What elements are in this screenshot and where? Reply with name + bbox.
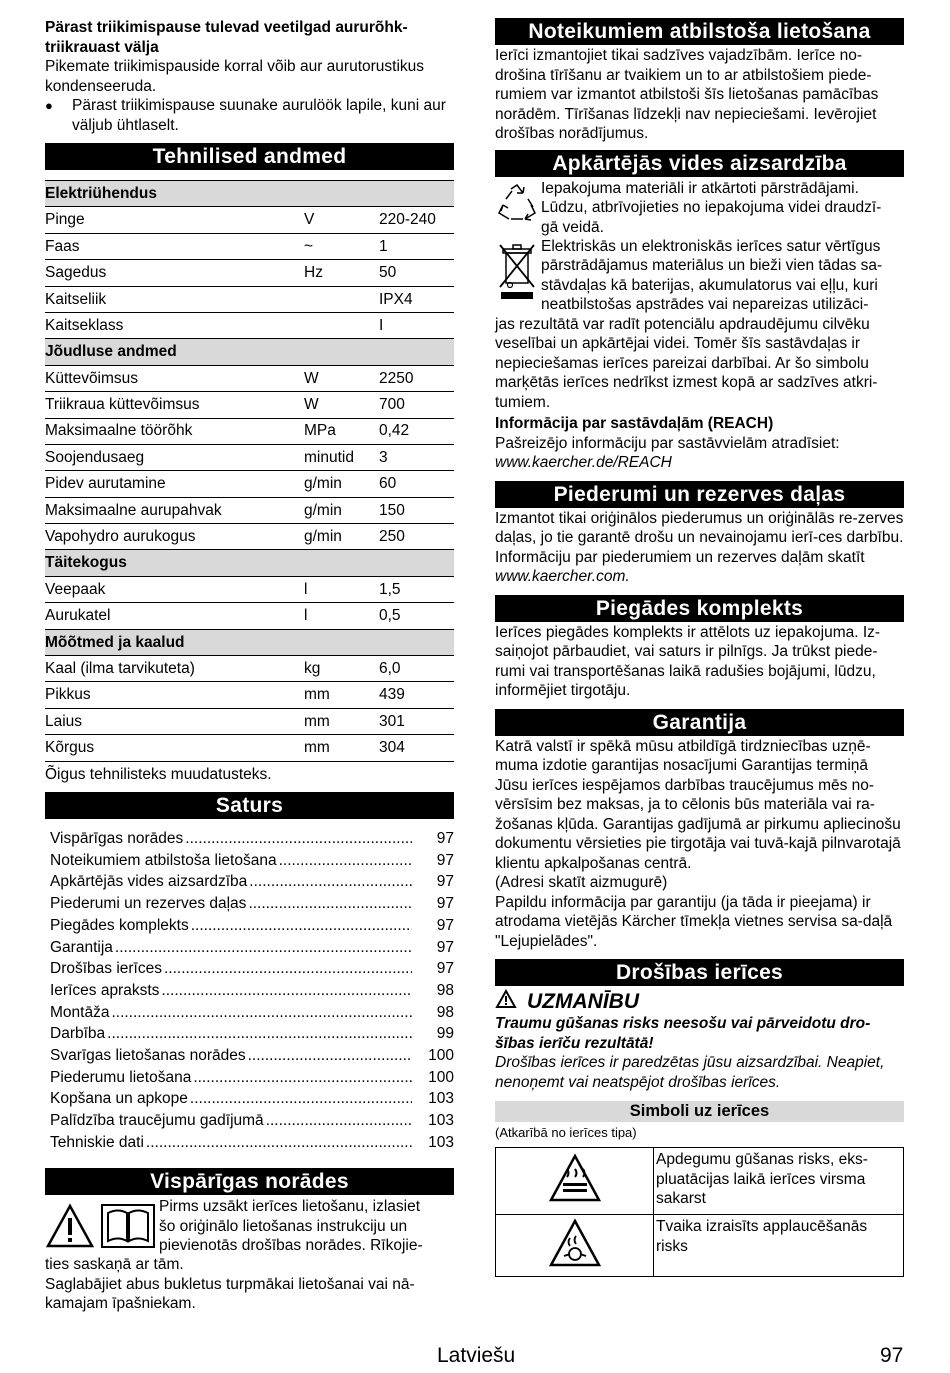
env-weee-rest: jas rezultātā var radīt potenciālu apdraudējumu cilvēku veselībai un apkārtējai videi. Tomēr šīs sastāvdaļas ir nepieciešamas ierīces pareizai darbībai. Ar šo simbolu marķētās ierīces nedrīkst izmest kopā ar sadzīves atkri-tumiem. <box>495 315 878 411</box>
delivery-heading: Piegādes komplekts <box>495 595 904 622</box>
intro-bullet-text: Pärast triikimispause suunake aurulöök lapile, kuni aur väljub ühtlaselt. <box>72 97 446 134</box>
toc-title: Piegādes komplekts <box>50 916 189 934</box>
accessories-url[interactable]: www.kaercher.com. <box>495 568 630 585</box>
toc-leader-dots <box>115 937 412 959</box>
spec-row <box>45 656 454 682</box>
general-block <box>45 1197 454 1255</box>
spec-row <box>45 418 454 444</box>
spec-value <box>379 550 454 576</box>
toc-leader-dots <box>266 1110 412 1132</box>
steam-burn-warning-icon <box>496 1215 654 1277</box>
spec-group-row <box>45 181 454 207</box>
spec-unit: kg <box>304 656 379 682</box>
warranty-text-2: Papildu informācija par garantiju (ja tāda ir pieejama) ir atrodama vietējās Kärcher tīmekļa vietnes servisa sa-daļā "Lejupielādes". <box>495 893 893 950</box>
intro-bullet <box>45 96 454 135</box>
spec-unit <box>304 181 379 207</box>
env-heading: Apkārtējās vides aizsardzība <box>495 150 904 177</box>
spec-label: Kaal (ilma tarvikuteta) <box>45 656 304 682</box>
spec-unit: W <box>304 365 379 391</box>
spec-value: 2250 <box>379 365 454 391</box>
env-recycle-line: Lūdzu, atbrīvojieties no iepakojuma videi draudzī- <box>541 199 882 216</box>
env-weee-line: stāvdaļas kā baterijas, akumulatorus vai eļļu, kuri <box>541 276 878 294</box>
spec-value <box>379 339 454 365</box>
toc-entry[interactable] <box>45 958 454 980</box>
spec-label: Aurukatel <box>45 603 304 629</box>
spec-value: 6,0 <box>379 656 454 682</box>
toc-title: Darbība <box>50 1025 106 1043</box>
toc-entry[interactable] <box>45 828 454 850</box>
spec-value: IPX4 <box>379 286 454 312</box>
left-column <box>45 18 454 1314</box>
spec-unit <box>304 629 379 655</box>
spec-value: 1,5 <box>379 576 454 602</box>
spec-unit: l <box>304 576 379 602</box>
toc-leader-dots <box>248 1045 412 1067</box>
symbol-row <box>496 1215 904 1277</box>
general-rest: ties saskaņā ar tām. <box>45 1256 184 1274</box>
spec-value: 0,5 <box>379 603 454 629</box>
intro-title: Pärast triikimispause tulevad veetilgad aururõhk-triikrauast välja <box>45 19 408 56</box>
spec-label: Jõudluse andmed <box>45 339 304 365</box>
toc-entry[interactable] <box>45 1110 454 1132</box>
general-line: Pirms uzsākt ierīces lietošanu, izlasiet <box>159 1198 421 1216</box>
spec-unit: MPa <box>304 418 379 444</box>
spec-unit <box>304 339 379 365</box>
caution-row <box>495 990 904 1014</box>
toc-page: 97 <box>436 830 454 848</box>
warranty-address: (Adresi skatīt aizmugurē) <box>495 874 668 891</box>
toc-title: Palīdzība traucējumu gadījumā <box>50 1112 264 1130</box>
spec-label: Soojendusaeg <box>45 444 304 470</box>
caution-triangle-icon <box>495 989 527 1015</box>
spec-unit: W <box>304 392 379 418</box>
general-line: šo oriģinālo lietošanas instrukciju un <box>159 1217 408 1235</box>
recycle-icon <box>497 183 537 223</box>
toc-leader-dots <box>146 1132 412 1154</box>
use-text: Ierīci izmantojiet tikai sadzīves vajadzībām. Ierīce no-drošina tīrīšanu ar tvaikiem un to ar atbilstošiem piede-rumiem var izmantot atbilstoši šīs lietošanas pamācības norādēm. Tīrīšanas līdzekļi nav nepieciešami. Ievērojiet drošības norādījumus. <box>495 47 879 142</box>
toc-entry[interactable] <box>45 1067 454 1089</box>
spec-group-row <box>45 550 454 576</box>
spec-unit: mm <box>304 682 379 708</box>
spec-label: Mõõtmed ja kaalud <box>45 629 304 655</box>
spec-value: 301 <box>379 708 454 734</box>
toc-page: 97 <box>436 873 454 891</box>
spec-row <box>45 286 454 312</box>
symbols-note: (Atkarībā no ierīces tipa) <box>495 1125 637 1140</box>
symbols-table <box>495 1147 904 1277</box>
env-recycle-line: Iepakojuma materiāli ir atkārtoti pārstrādājami. <box>541 179 859 197</box>
env-weee-line: pārstrādājamus materiālus un bieži vien tādas sa- <box>541 257 883 274</box>
spec-unit: minutid <box>304 444 379 470</box>
use-heading: Noteikumiem atbilstoša lietošana <box>495 18 904 45</box>
spec-table <box>45 180 454 762</box>
toc-leader-dots <box>111 1002 412 1024</box>
footer-page-number: 97 <box>880 1344 904 1367</box>
toc-title: Noteikumiem atbilstoša lietošana <box>50 851 277 869</box>
env-weee-block <box>495 237 904 315</box>
accessories-text: Izmantot tikai oriģinālos piederumus un oriģinālās re-zerves daļas, jo tie garantē drošu un nevainojamu ierī-ces darbību. <box>495 509 904 546</box>
spec-value: 50 <box>379 260 454 286</box>
env-recycle-line: gā veidā. <box>541 218 604 236</box>
spec-unit: Hz <box>304 260 379 286</box>
env-recycle-lines <box>541 179 881 238</box>
toc-leader-dots <box>193 1067 412 1089</box>
spec-unit: V <box>304 207 379 233</box>
general-lines <box>159 1197 423 1256</box>
symbols-heading: Simboli uz ierīces <box>495 1101 904 1122</box>
spec-note: Õigus tehnilisteks muudatusteks. <box>45 765 272 783</box>
spec-unit <box>304 550 379 576</box>
spec-label: Maksimaalne töörõhk <box>45 418 304 444</box>
spec-label: Küttevõimsus <box>45 365 304 391</box>
spec-group-row <box>45 339 454 365</box>
toc-title: Montāža <box>50 1003 110 1021</box>
spec-unit: mm <box>304 735 379 761</box>
spec-unit: l <box>304 603 379 629</box>
spec-row <box>45 260 454 286</box>
toc-title: Garantija <box>50 938 113 956</box>
toc-leader-dots <box>185 828 412 850</box>
toc-heading: Saturs <box>45 792 454 819</box>
footer-language: Latviešu <box>437 1344 516 1367</box>
toc-page: 97 <box>436 938 454 956</box>
toc-page: 97 <box>436 916 454 934</box>
read-manual-book-icon <box>100 1203 156 1249</box>
tech-heading: Tehnilised andmed <box>45 143 454 170</box>
general-save: Saglabājiet abus bukletus turpmākai lietošanai vai nā-kamajam īpašniekam. <box>45 1275 415 1313</box>
toc-title: Drošības ierīces <box>50 960 162 978</box>
toc-page: 98 <box>436 1003 454 1021</box>
spec-value: 60 <box>379 471 454 497</box>
spec-row <box>45 576 454 602</box>
spec-row <box>45 471 454 497</box>
toc-leader-dots <box>248 893 412 915</box>
toc-entry[interactable] <box>45 1023 454 1045</box>
spec-label: Vapohydro aurukogus <box>45 524 304 550</box>
toc-entry[interactable] <box>45 937 454 959</box>
toc-leader-dots <box>107 1023 412 1045</box>
toc-entry[interactable] <box>45 871 454 893</box>
spec-label: Pinge <box>45 207 304 233</box>
spec-value: 220-240 <box>379 207 454 233</box>
warranty-heading: Garantija <box>495 709 904 736</box>
spec-row <box>45 603 454 629</box>
caution-label: UZMANĪBU <box>527 990 639 1014</box>
spec-value: I <box>379 312 454 338</box>
spec-label: Kaitseklass <box>45 312 304 338</box>
toc-title: Vispārīgas norādes <box>50 830 184 848</box>
hot-surface-warning-icon <box>496 1148 654 1215</box>
spec-label: Kaitseliik <box>45 286 304 312</box>
accessories-heading: Piederumi un rezerves daļas <box>495 481 904 508</box>
spec-unit: ~ <box>304 233 379 259</box>
toc-entry[interactable] <box>45 915 454 937</box>
spec-label: Elektriühendus <box>45 181 304 207</box>
toc-page: 103 <box>428 1112 454 1130</box>
toc-page: 97 <box>436 960 454 978</box>
reach-title: Informācija par sastāvdaļām (REACH) <box>495 415 774 432</box>
toc-page: 97 <box>436 895 454 913</box>
warning-triangle-icon <box>45 1203 95 1249</box>
toc-leader-dots <box>191 915 412 937</box>
spec-row <box>45 392 454 418</box>
spec-row <box>45 524 454 550</box>
spec-row <box>45 207 454 233</box>
toc-entry[interactable] <box>45 850 454 872</box>
env-recycle-block <box>495 179 904 237</box>
toc-title: Piederumi un rezerves daļas <box>50 895 247 913</box>
spec-value: 150 <box>379 497 454 523</box>
spec-value: 3 <box>379 444 454 470</box>
spec-group-row <box>45 629 454 655</box>
spec-label: Triikraua küttevõimsus <box>45 392 304 418</box>
toc-page: 97 <box>436 851 454 869</box>
toc-page: 103 <box>428 1090 454 1108</box>
spec-row <box>45 735 454 761</box>
spec-value: 439 <box>379 682 454 708</box>
symbol-text: Tvaika izraisīts applaucēšanās risks <box>654 1215 904 1277</box>
toc-leader-dots <box>279 850 412 872</box>
spec-row <box>45 312 454 338</box>
spec-value <box>379 629 454 655</box>
spec-label: Pidev aurutamine <box>45 471 304 497</box>
crossed-bin-icon <box>497 241 537 303</box>
env-weee-lines <box>541 237 882 315</box>
toc-title: Piederumu lietošana <box>50 1068 192 1086</box>
toc-title: Tehniskie dati <box>50 1133 144 1151</box>
spec-value: 250 <box>379 524 454 550</box>
spec-unit: g/min <box>304 471 379 497</box>
spec-value: 1 <box>379 233 454 259</box>
caution-bold: Traumu gūšanas risks neesošu vai pārveidotu dro-šības ierīču rezultātā! <box>495 1015 871 1052</box>
spec-label: Veepaak <box>45 576 304 602</box>
toc-page: 98 <box>436 981 454 999</box>
spec-label: Laius <box>45 708 304 734</box>
caution-text: Drošības ierīces ir paredzētas jūsu aizsardzībai. Neapiet, nenoņemt vai neatspējot drošības ierīces. <box>495 1054 885 1091</box>
reach-text: Pašreizējo informāciju par sastāvvielām atradīsiet: <box>495 434 840 452</box>
spec-unit: mm <box>304 708 379 734</box>
spec-label: Faas <box>45 233 304 259</box>
symbol-row <box>496 1148 904 1215</box>
toc-leader-dots <box>164 958 412 980</box>
symbol-text: Apdegumu gūšanas risks, eks-pluatācijas laikā ierīces virsma sakarst <box>654 1148 904 1215</box>
spec-row <box>45 497 454 523</box>
env-weee-line: Elektriskās un elektroniskās ierīces satur vērtīgus <box>541 237 881 255</box>
toc-entry[interactable] <box>45 1002 454 1024</box>
toc-leader-dots <box>249 871 412 893</box>
spec-unit: g/min <box>304 524 379 550</box>
spec-value: 0,42 <box>379 418 454 444</box>
spec-label: Täitekogus <box>45 550 304 576</box>
toc-page: 99 <box>436 1025 454 1043</box>
toc-title: Apkārtējās vides aizsardzība <box>50 873 248 891</box>
toc-page: 100 <box>428 1068 454 1086</box>
toc-entry[interactable] <box>45 1132 454 1154</box>
bullet-icon: ● <box>45 98 53 113</box>
toc-page: 100 <box>428 1046 454 1064</box>
toc-entry[interactable] <box>45 1045 454 1067</box>
spec-label: Kõrgus <box>45 735 304 761</box>
delivery-text: Ierīces piegādes komplekts ir attēlots uz iepakojuma. Iz-saiņojot pārbaudiet, vai saturs ir pilnīgs. Ja trūkst piede-rumi vai transportēšanas laikā radušies bojājumi, lūdzu, informējiet tirgotāju. <box>495 623 881 699</box>
toc-title: Svarīgas lietošanas norādes <box>50 1046 246 1064</box>
spec-unit: g/min <box>304 497 379 523</box>
accessories-text-2: Informāciju par piederumiem un rezerves daļām skatīt <box>495 548 865 566</box>
spec-unit <box>304 312 379 338</box>
toc-leader-dots <box>161 980 412 1002</box>
general-line: pievienotās drošības norādes. Rīkojie- <box>159 1237 423 1255</box>
spec-row <box>45 708 454 734</box>
toc-page: 103 <box>428 1133 454 1151</box>
intro-text: Pikemate triikimispauside korral võib aur aurutorustikus kondenseeruda. <box>45 58 425 95</box>
general-heading: Vispārīgas norādes <box>45 1168 454 1195</box>
reach-url[interactable]: www.kaercher.de/REACH <box>495 454 672 471</box>
warranty-text: Katrā valstī ir spēkā mūsu atbildīgā tirdzniecības uzņē-muma izdotie garantijas nosacījumi Garantijas termiņā Jūsu ierīces iespējamos darbības traucējumus mēs no-vērsīsim bez maksas, ja to cēlonis būs materiāla vai ra-žošanas kļūda. Garantijas gadījumā ar pirkumu apliecinošu dokumentu vērsieties pie tirgotāja vai tuvā-kajā pilnvarotajā klientu apkalpošanas centrā. <box>495 737 901 872</box>
toc-title: Ierīces apraksts <box>50 981 160 999</box>
table-of-contents <box>45 828 454 1153</box>
toc-entry[interactable] <box>45 1088 454 1110</box>
spec-label: Maksimaalne aurupahvak <box>45 497 304 523</box>
spec-row <box>45 365 454 391</box>
spec-value: 304 <box>379 735 454 761</box>
spec-row <box>45 444 454 470</box>
env-weee-line: neatbilstošas apstrādes vai nepareizas utilizāci- <box>541 296 869 313</box>
toc-title: Kopšana un apkope <box>50 1090 188 1108</box>
spec-label: Sagedus <box>45 260 304 286</box>
spec-value: 700 <box>379 392 454 418</box>
toc-entry[interactable] <box>45 893 454 915</box>
right-column <box>495 18 904 1277</box>
spec-label: Pikkus <box>45 682 304 708</box>
toc-entry[interactable] <box>45 980 454 1002</box>
spec-value <box>379 181 454 207</box>
spec-unit <box>304 286 379 312</box>
spec-row <box>45 682 454 708</box>
toc-leader-dots <box>190 1088 412 1110</box>
spec-row <box>45 233 454 259</box>
safety-heading: Drošības ierīces <box>495 959 904 986</box>
